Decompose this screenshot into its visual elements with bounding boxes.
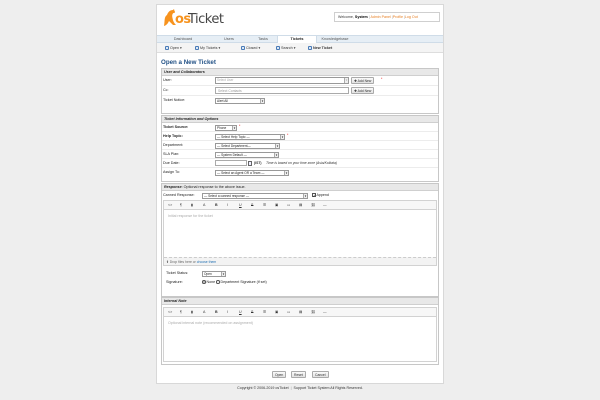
open-button[interactable]: Open	[272, 371, 286, 378]
add-new-label: Add New	[357, 79, 372, 83]
canned-response-value: — Select a canned response —	[204, 193, 250, 198]
main-nav	[157, 35, 443, 43]
tab-users[interactable]: Users	[224, 37, 234, 41]
sla-plan-value: — System Default —	[217, 152, 247, 157]
response-header-bold: Response	[164, 185, 182, 189]
welcome-prefix: Welcome,	[338, 15, 355, 19]
bold-icon[interactable]: B	[215, 310, 218, 314]
required-mark: *	[239, 124, 241, 128]
sla-plan-label: SLA Plan:	[163, 152, 180, 156]
subnav-search-label: Search ▾	[281, 46, 296, 50]
help-topic-row	[162, 132, 438, 141]
subnav-new-ticket[interactable]	[308, 45, 332, 52]
checkbox-icon	[312, 193, 316, 197]
image-icon[interactable]: ▣	[275, 310, 279, 314]
source-row	[162, 123, 438, 132]
tab-tasks[interactable]: Tasks	[258, 37, 268, 41]
ticket-notice-select[interactable]	[215, 98, 265, 104]
sla-plan-select[interactable]	[215, 152, 279, 158]
calendar-icon[interactable]	[248, 161, 252, 166]
paragraph-icon[interactable]: ¶	[180, 203, 182, 207]
font-size-icon[interactable]: A	[203, 203, 206, 207]
closed-icon	[241, 46, 245, 50]
horizontal-rule-icon[interactable]: —	[323, 310, 327, 314]
chevron-down-icon: ▾	[275, 152, 278, 157]
code-view-icon[interactable]: <>	[168, 203, 173, 207]
table-icon[interactable]: ▤	[299, 203, 303, 207]
ticket-notice-value: Alert All	[217, 98, 228, 103]
footer-tagline: Support Ticket System All Rights Reserved.	[293, 386, 363, 390]
strikethrough-icon[interactable]: S	[251, 203, 254, 207]
subnav-search[interactable]	[276, 45, 296, 52]
logo-os-text: os	[175, 12, 191, 27]
section-header-text: Internal Note	[164, 299, 187, 303]
welcome-user: System	[354, 15, 368, 19]
strikethrough-icon[interactable]: S	[251, 310, 254, 314]
video-icon[interactable]: ▭	[287, 203, 291, 207]
append-label: Append	[316, 193, 329, 197]
cc-label: Cc:	[163, 88, 169, 92]
table-icon[interactable]: ▤	[299, 310, 303, 314]
department-select[interactable]	[215, 143, 280, 149]
tab-tickets[interactable]: Tickets	[277, 36, 317, 44]
append-checkbox[interactable]	[312, 193, 329, 197]
chevron-down-icon: ▾	[233, 125, 236, 130]
link-icon[interactable]: ⛓	[311, 310, 316, 314]
dropzone-text: Drop files here or	[169, 260, 197, 264]
section-header	[162, 298, 438, 305]
folder-icon	[165, 46, 169, 50]
log-out-link[interactable]: Log Out	[404, 15, 418, 19]
response-section	[161, 183, 439, 297]
required-mark: *	[287, 133, 289, 137]
chevron-down-icon: ▾	[285, 170, 288, 175]
chevron-down-icon: ▾	[261, 98, 264, 103]
cc-row	[162, 86, 438, 96]
help-topic-label: Help Topic:	[163, 134, 183, 138]
chevron-down-icon: ▾	[222, 271, 225, 276]
ticket-information-section	[161, 115, 439, 182]
assign-to-row	[162, 168, 438, 177]
subnav-closed[interactable]	[241, 45, 260, 52]
internal-note-placeholder: Optional internal note (recommended on assignment)	[168, 321, 253, 325]
link-icon[interactable]: ⛓	[311, 203, 316, 207]
ticket-source-label: Ticket Source:	[163, 125, 189, 129]
response-editor[interactable]	[163, 210, 437, 266]
code-view-icon[interactable]: <>	[168, 310, 173, 314]
canned-response-row	[162, 191, 438, 200]
italic-icon[interactable]: I	[227, 203, 228, 207]
cc-contacts-input[interactable]: Select Contacts	[215, 87, 349, 94]
admin-panel-link[interactable]: Admin Panel	[370, 15, 391, 19]
required-mark: *	[381, 77, 383, 81]
plus-icon: ✚	[354, 89, 358, 93]
response-editor-placeholder: Initial response for the ticket	[168, 214, 213, 218]
file-dropzone[interactable]	[164, 257, 436, 265]
signature-department-radio[interactable]	[216, 280, 267, 284]
signature-row	[162, 278, 438, 287]
user-icon	[195, 46, 199, 50]
choose-files-link[interactable]: choose them	[196, 260, 217, 264]
ticket-status-value: Open	[204, 271, 212, 276]
video-icon[interactable]: ▭	[287, 310, 291, 314]
signature-none-radio[interactable]	[202, 280, 215, 284]
due-date-label: Due Date:	[163, 161, 180, 165]
canned-response-select[interactable]	[202, 193, 308, 199]
font-color-icon[interactable]: ▮	[191, 310, 193, 314]
footer	[0, 386, 600, 390]
due-date-row	[162, 159, 438, 168]
page-container	[156, 4, 444, 384]
search-icon	[276, 46, 280, 50]
subnav-my-tickets[interactable]	[195, 45, 220, 52]
ticket-notice-row	[162, 96, 438, 106]
help-topic-select[interactable]	[215, 134, 285, 140]
user-label: User:	[163, 78, 172, 82]
ticket-source-value: Phone	[217, 125, 227, 130]
paragraph-icon[interactable]: ¶	[180, 310, 182, 314]
subnav-closed-label: Closed ▾	[246, 46, 261, 50]
subnav-new-ticket-label: New Ticket	[313, 46, 333, 50]
response-header-rest: : Optional response to the above issue.	[181, 185, 246, 189]
font-size-icon[interactable]: A	[203, 310, 206, 314]
section-header	[162, 184, 438, 191]
list-icon[interactable]: ☰	[263, 203, 267, 207]
chevron-down-icon: ▾	[304, 193, 307, 198]
logo-ticket-text: Ticket	[188, 12, 224, 27]
radio-icon	[202, 280, 206, 284]
bold-icon[interactable]: B	[215, 203, 218, 207]
horizontal-rule-icon[interactable]: —	[323, 203, 327, 207]
footer-separator: |	[290, 386, 292, 390]
sla-plan-row	[162, 150, 438, 159]
upload-icon: ⬆	[166, 260, 170, 264]
chevron-down-icon: ▾	[345, 78, 348, 82]
chevron-down-icon: ▾	[281, 134, 284, 139]
subnav-open-label: Open ▾	[170, 46, 182, 50]
assign-to-value: — Select an Agent OR a Team —	[217, 170, 265, 175]
image-icon[interactable]: ▣	[275, 203, 279, 207]
section-header	[162, 69, 438, 76]
due-date-timezone: (IST)	[254, 161, 262, 165]
ticket-status-label: Ticket Status:	[166, 271, 189, 275]
header	[157, 5, 443, 33]
add-new-cc-button[interactable]	[351, 87, 374, 94]
underline-icon[interactable]: U	[239, 203, 242, 207]
welcome-box: Welcome, System | Admin Panel |Profile |Log Out	[334, 12, 440, 22]
user-row	[162, 76, 438, 86]
add-new-user-button[interactable]	[351, 77, 374, 84]
osticket-logo[interactable]	[161, 7, 231, 31]
assign-to-label: Assign To:	[163, 170, 180, 174]
internal-note-toolbar	[163, 307, 437, 317]
profile-link[interactable]: Profile	[392, 15, 403, 19]
list-icon[interactable]: ☰	[263, 310, 267, 314]
cancel-button[interactable]: Cancel	[312, 371, 329, 378]
sub-nav	[157, 43, 443, 53]
radio-icon	[216, 280, 220, 284]
assign-to-select[interactable]	[215, 170, 289, 176]
section-header	[162, 116, 438, 123]
section-header-text: Ticket Information and Options	[164, 117, 219, 121]
new-ticket-icon	[308, 46, 312, 50]
user-select[interactable]	[215, 77, 349, 84]
italic-icon[interactable]: I	[227, 310, 228, 314]
internal-note-editor[interactable]	[163, 317, 437, 362]
ticket-source-select[interactable]	[215, 125, 237, 131]
tab-knowledgebase[interactable]: Knowledgebase	[321, 37, 349, 41]
plus-icon: ✚	[354, 79, 358, 83]
department-value: — Select Department—	[217, 143, 251, 148]
due-date-input[interactable]	[215, 160, 247, 166]
add-new-label: Add New	[357, 89, 372, 93]
font-color-icon[interactable]: ▮	[191, 203, 193, 207]
canned-response-label: Canned Response:	[163, 193, 195, 197]
form-actions	[157, 371, 443, 379]
user-collaborators-section	[161, 68, 439, 114]
section-header-text: User and Collaborators	[164, 70, 205, 74]
user-select-placeholder: Select User	[217, 78, 234, 82]
internal-note-section	[161, 297, 439, 365]
page-title: Open a New Ticket	[161, 59, 216, 66]
signature-none-label: None	[206, 280, 216, 284]
response-editor-toolbar	[163, 200, 437, 210]
department-label: Department:	[163, 143, 184, 147]
due-date-note: Time is based on your time zone (Asia/Kolkata)	[266, 161, 338, 165]
ticket-notice-label: Ticket Notice:	[163, 98, 186, 102]
ticket-status-row	[162, 269, 438, 278]
underline-icon[interactable]: U	[239, 310, 242, 314]
department-row	[162, 141, 438, 150]
subnav-my-tickets-label: My Tickets ▾	[200, 46, 221, 50]
signature-department-label: Department Signature (if set)	[220, 280, 267, 284]
footer-copyright: Copyright © 2006-2019 osTicket	[237, 386, 289, 390]
tab-dashboard[interactable]: Dashboard	[173, 37, 193, 41]
help-topic-value: — Select Help Topic —	[217, 134, 250, 139]
signature-label: Signature:	[166, 280, 183, 284]
chevron-down-icon: ▾	[276, 143, 279, 148]
reset-button[interactable]: Reset	[291, 371, 306, 378]
ticket-status-select[interactable]	[202, 271, 226, 277]
subnav-open[interactable]	[165, 45, 182, 52]
